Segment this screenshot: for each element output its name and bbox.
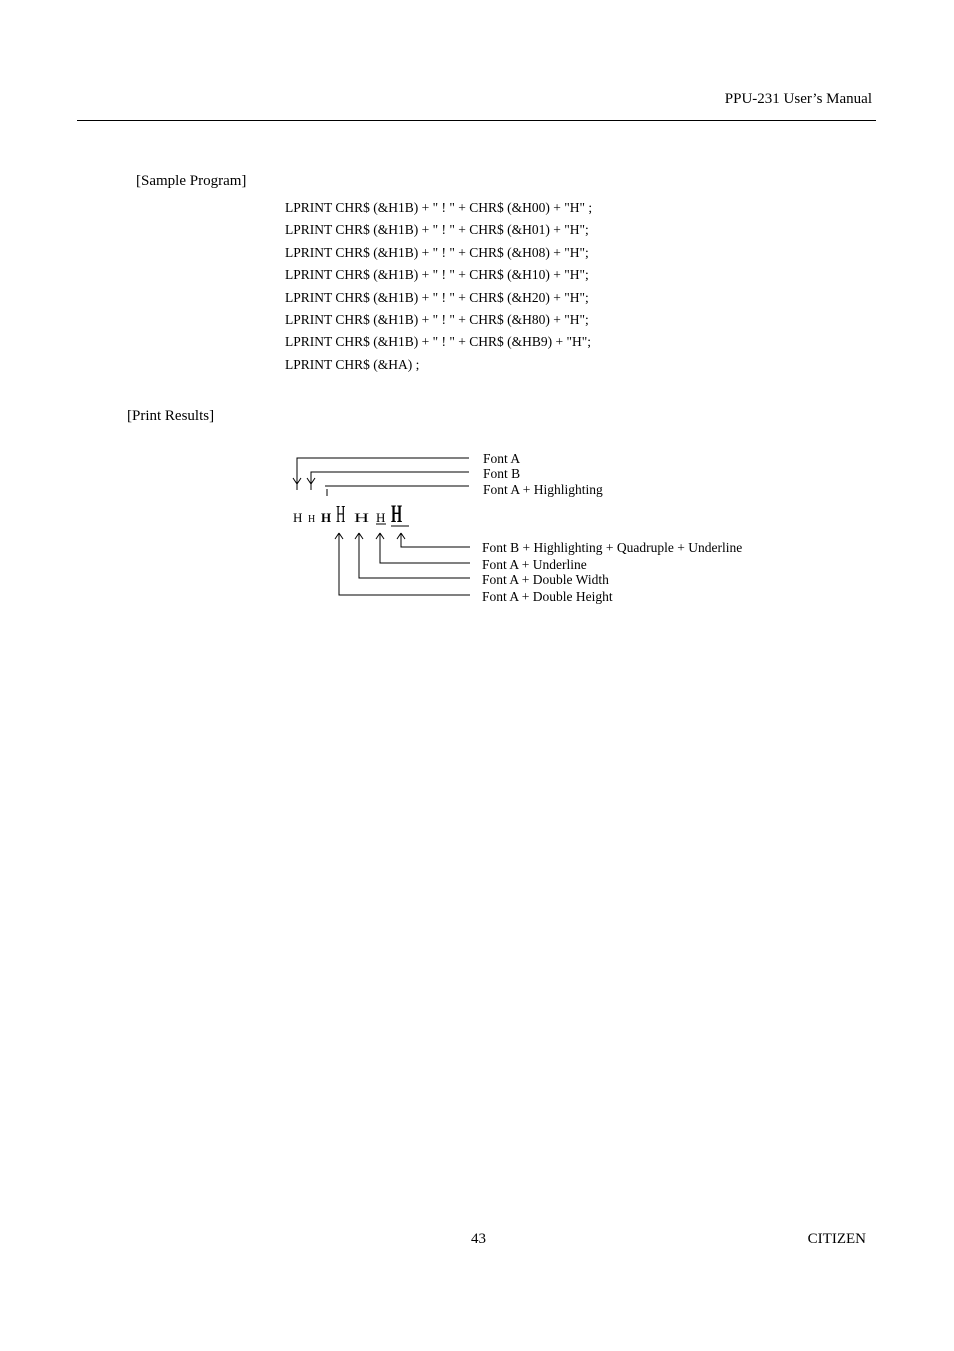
- manual-title: PPU-231 User’s Manual: [724, 91, 872, 107]
- code-line: LPRINT CHR$ (&H1B) + " ! " + CHR$ (&H80) + "H";: [285, 312, 589, 328]
- sample-font-a: H: [293, 510, 303, 525]
- header-divider: [77, 120, 876, 121]
- leader-quadruple: [401, 533, 470, 547]
- leader-underline: [380, 533, 470, 563]
- print-results-diagram: [270, 446, 810, 616]
- sample-double-width: H: [354, 510, 370, 525]
- sample-highlighting: H: [321, 510, 332, 525]
- leader-double-width: [359, 533, 470, 578]
- code-line: LPRINT CHR$ (&H1B) + " ! " + CHR$ (&H10) + "H";: [285, 267, 589, 283]
- label-font-b: Font B: [483, 466, 521, 481]
- footer-brand: CITIZEN: [807, 1231, 866, 1247]
- print-results-heading: [Print Results]: [127, 408, 215, 424]
- code-line: LPRINT CHR$ (&H1B) + " ! " + CHR$ (&H08) + "H";: [285, 244, 589, 260]
- code-line: LPRINT CHR$ (&H1B) + " ! " + CHR$ (&HB9) + "H";: [285, 334, 592, 350]
- page-number: 43: [471, 1231, 486, 1247]
- sample-font-b: H: [308, 514, 316, 525]
- label-double-width: Font A + Double Width: [482, 572, 609, 587]
- sample-quadruple: H: [391, 501, 403, 529]
- sample-double-height: H: [336, 500, 346, 529]
- code-line: LPRINT CHR$ (&H1B) + " ! " + CHR$ (&H20) + "H";: [285, 289, 589, 305]
- leader-font-b: [311, 472, 469, 490]
- leader-font-a: [297, 458, 469, 490]
- sample-program-heading: [Sample Program]: [136, 173, 247, 189]
- code-line: LPRINT CHR$ (&H1B) + " ! " + CHR$ (&H00) + "H" ;: [285, 200, 593, 215]
- label-highlighting: Font A + Highlighting: [483, 482, 603, 497]
- label-quadruple: Font B + Highlighting + Quadruple + Underline: [482, 540, 743, 555]
- label-font-a: Font A: [483, 451, 521, 466]
- sample-program-code: [285, 197, 592, 376]
- label-double-height: Font A + Double Height: [482, 589, 613, 604]
- label-underline: Font A + Underline: [482, 557, 587, 572]
- sample-underline: H: [376, 510, 386, 525]
- code-line: LPRINT CHR$ (&H1B) + " ! " + CHR$ (&H01) + "H";: [285, 222, 589, 238]
- code-line: LPRINT CHR$ (&HA) ;: [285, 356, 420, 372]
